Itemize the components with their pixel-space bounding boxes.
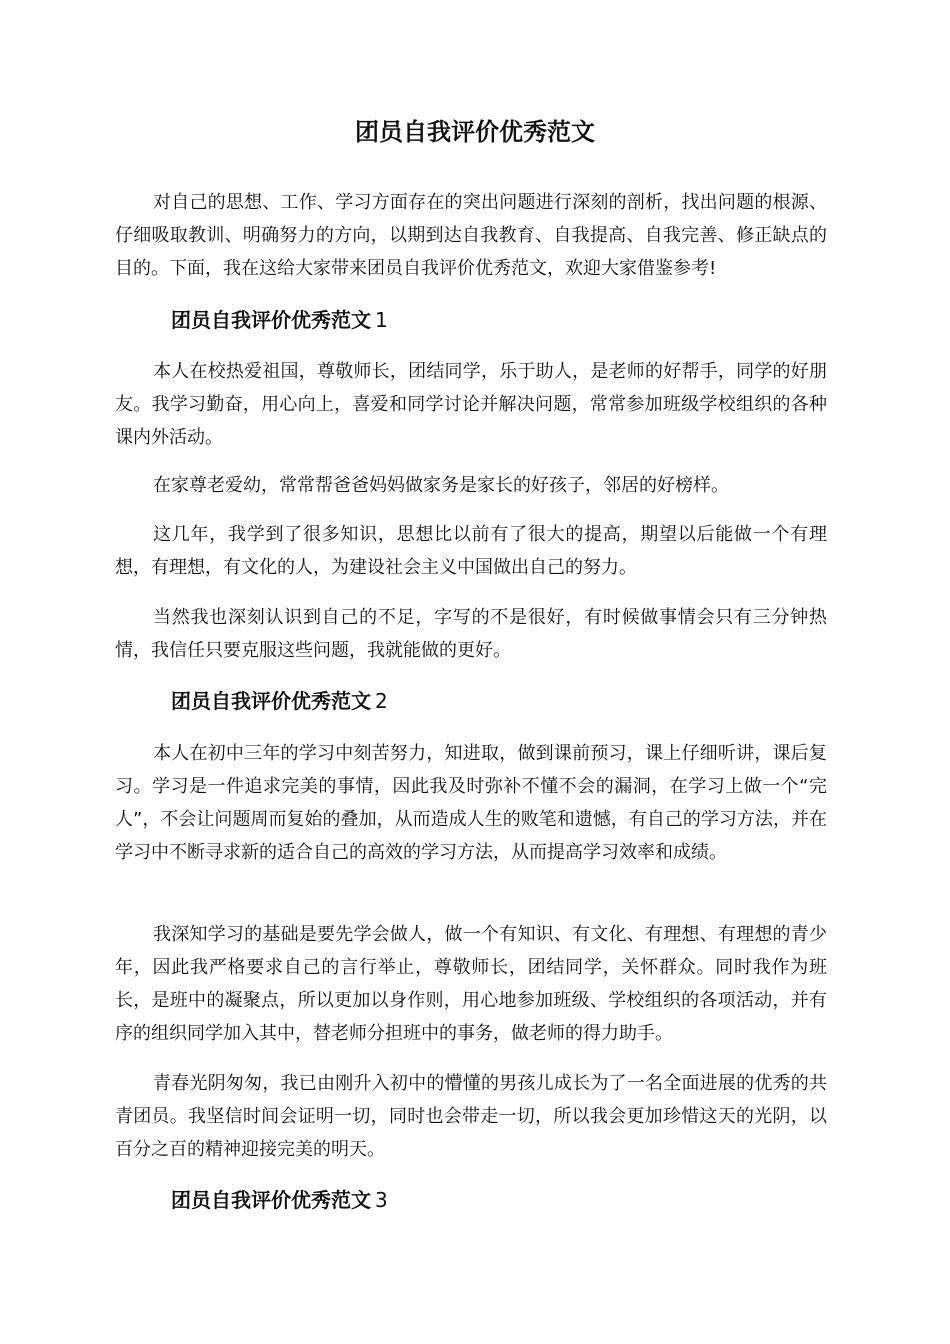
section-heading-number: 2 <box>375 689 388 713</box>
section-1-paragraph-4: 当然我也深刻认识到自己的不足，字写的不是很好，有时候做事情会只有三分钟热情，我信任只要克服这些问题，我就能做的更好。 <box>115 607 827 661</box>
section-2-paragraph-3: 青春光阴匆匆，我已由刚升入初中的懵懂的男孩儿成长为了一名全面进展的优秀的共青团员。我坚信时间会证明一切，同时也会带走一切，所以我会更加珍惜这天的光阴，以百分之百的精神迎接完美的明天。 <box>115 1073 827 1160</box>
intro-paragraph: 对自己的思想、工作、学习方面存在的突出问题进行深刻的剖析，找出问题的根源、仔细吸取教训、明确努力的方向，以期到达自我教育、自我提高、自我完善、修正缺点的目的。下面，我在这给大家带来团员自我评价优秀范文，欢迎大家借鉴参考! <box>115 192 827 279</box>
section-2-paragraph-2: 我深知学习的基础是要先学会做人，做一个有知识、有文化、有理想、有理想的青少年，因此我严格要求自己的言行举止，尊敬师长，团结同学，关怀群众。同时我作为班长，是班中的凝聚点，所以更加以身作则，用心地参加班级、学校组织的各项活动，并有序的组织同学加入其中，替老师分担班中的事务，做老师的得力助手。 <box>115 924 827 1044</box>
section-1-paragraph-1: 本人在校热爱祖国，尊敬师长，团结同学，乐于助人，是老师的好帮手，同学的好朋友。我学习勤奋，用心向上，喜爱和同学讨论并解决问题，常常参加班级学校组织的各种课内外活动。 <box>115 361 827 448</box>
section-heading-text: 团员自我评价优秀范文 <box>171 308 371 332</box>
section-2-paragraph-1: 本人在初中三年的学习中刻苦努力，知进取，做到课前预习，课上仔细听讲，课后复习。学习是一件追求完美的事情，因此我及时弥补不懂不会的漏洞，在学习上做一个“完人”，不会让问题周而复始的叠加，从而造成人生的败笔和遗憾，有自己的学习方法，并在学习中不断寻求新的适合自己的高效的学习方法，从而提高学习效率和成绩。 <box>115 743 827 863</box>
section-1-paragraph-3: 这几年，我学到了很多知识，思想比以前有了很大的提高，期望以后能做一个有理想，有理想，有文化的人，为建设社会主义中国做出自己的努力。 <box>115 524 827 578</box>
section-heading-number: 1 <box>375 308 388 332</box>
section-1-paragraph-2: 在家尊老爱幼，常常帮爸爸妈妈做家务是家长的好孩子，邻居的好榜样。 <box>153 475 729 496</box>
section-heading-number: 3 <box>375 1188 388 1212</box>
section-heading-text: 团员自我评价优秀范文 <box>171 1188 371 1212</box>
section-heading-2 <box>171 685 771 717</box>
section-heading-text: 团员自我评价优秀范文 <box>171 689 371 713</box>
document-title: 团员自我评价优秀范文 <box>355 118 595 146</box>
section-heading-1 <box>171 304 771 336</box>
section-heading-3 <box>171 1184 771 1216</box>
